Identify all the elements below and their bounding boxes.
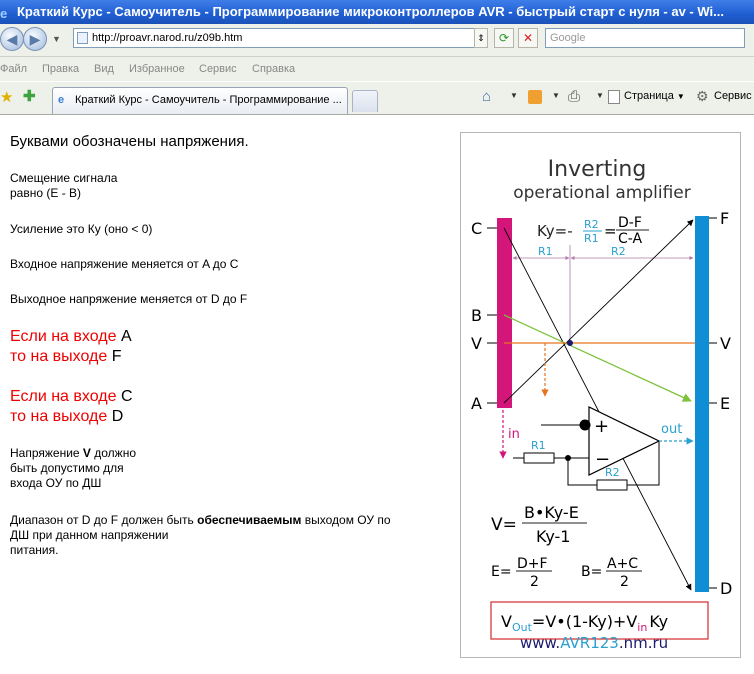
address-input[interactable] — [73, 28, 486, 48]
input-range-text: Входное напряжение меняется от A до C — [10, 257, 239, 271]
page-heading: Буквами обозначены напряжения. — [10, 133, 249, 150]
menu-favorites[interactable]: Избранное — [129, 63, 185, 75]
ky-r1: R1 — [584, 232, 599, 245]
tools-menu-button[interactable] — [714, 90, 752, 102]
menu-tools[interactable]: Сервис — [199, 63, 237, 75]
page-menu-button[interactable]: Страница ▼ — [624, 90, 685, 102]
site-a: www. — [520, 634, 561, 652]
address-url: http://proavr.narod.ru/z09b.htm — [92, 32, 243, 44]
figure-title: Inverting — [547, 157, 647, 182]
resistor-r1 — [524, 453, 554, 463]
line-b-to-e — [504, 315, 691, 401]
rule2-post: то на выходе — [10, 408, 112, 425]
rule1-line2 — [10, 347, 122, 367]
voltage-line1 — [10, 446, 136, 461]
favorites-star-icon[interactable]: ★ — [0, 89, 14, 106]
search-placeholder: Google — [550, 32, 586, 44]
rule1-post: то на выходе — [10, 348, 112, 365]
v-lhs: V= — [491, 515, 517, 535]
dim-r1-label: R1 — [538, 245, 553, 258]
gain-text: Усиление это Ку (оно < 0) — [10, 222, 153, 236]
line-c-to-d — [504, 228, 691, 590]
rule1-out: F — [111, 348, 122, 365]
tab-ie-icon: e — [58, 94, 65, 106]
out-label: out — [661, 422, 683, 437]
resistor-r2-label: R2 — [605, 466, 620, 479]
opamp-plus: + — [594, 416, 610, 437]
menu-bar — [0, 57, 754, 81]
range-a: Диапазон от D до F должен быть — [10, 513, 198, 527]
site-c: .nm.ru — [618, 634, 669, 652]
dim-r2-label: R2 — [611, 245, 626, 258]
page-menu-icon — [608, 90, 620, 104]
label-b: B — [471, 306, 482, 325]
opamp-diagram — [461, 133, 740, 657]
label-f: F — [720, 209, 730, 228]
menu-edit[interactable]: Правка — [42, 63, 80, 75]
offset-line1: Смещение сигнала — [10, 171, 118, 185]
menu-file[interactable]: Файл — [0, 63, 28, 75]
vout-mid: =V•(1-Ky)+V — [531, 612, 638, 631]
voltage-c: должно — [90, 446, 137, 460]
window-titlebar — [0, 0, 754, 24]
figure-subtitle: operational amplifier — [513, 183, 691, 203]
label-e: E — [720, 394, 731, 413]
print-icon[interactable]: ⎙ — [568, 88, 581, 105]
ky-r2: R2 — [584, 218, 599, 231]
rule1-line1 — [10, 327, 132, 347]
history-dropdown-icon[interactable]: ▼ — [52, 34, 61, 44]
tab-label: Краткий Курс - Самоучитель - Программирование ... — [75, 94, 342, 106]
label-d: D — [720, 579, 733, 598]
forward-button[interactable]: ▶ — [23, 27, 47, 51]
in-label: in — [508, 427, 520, 442]
rule1-pre: Если на входе — [10, 328, 121, 345]
print-dropdown-icon[interactable]: ▼ — [596, 91, 604, 100]
b-lhs: B= — [581, 564, 603, 580]
output-bar — [695, 216, 709, 592]
search-input[interactable] — [545, 28, 745, 48]
address-dropdown-button[interactable]: ⇕ — [474, 28, 488, 48]
new-tab-button[interactable] — [352, 90, 378, 112]
b-den: 2 — [620, 574, 629, 590]
ky-df: D-F — [618, 215, 642, 231]
voltage-a: Напряжение — [10, 446, 83, 460]
e-lhs: E= — [491, 564, 512, 580]
label-v-left: V — [471, 334, 482, 353]
intersection-point — [567, 340, 573, 346]
vout-v: V — [501, 612, 512, 631]
voltage-line3: входа ОУ по ДШ — [10, 476, 102, 490]
window-title: Краткий Курс - Самоучитель - Программирование микроконтроллеров AVR - быстрый старт с нуля - av - Wi... — [17, 4, 724, 19]
rule2-pre: Если на входе — [10, 388, 121, 405]
line-a-to-f — [504, 220, 693, 403]
ky-lhs: Ky=- — [537, 222, 573, 240]
rule2-out: D — [111, 408, 124, 425]
rule2-line2 — [10, 407, 123, 427]
range-line3: питания. — [10, 543, 59, 557]
input-bar — [497, 218, 512, 408]
label-a: A — [471, 394, 482, 413]
feeds-dropdown-icon[interactable]: ▼ — [552, 91, 560, 100]
page-content — [0, 115, 754, 674]
range-c: выходом ОУ по — [301, 513, 391, 527]
ky-eq: = — [604, 222, 617, 240]
tabs-bar — [0, 82, 754, 115]
rule1-letter: A — [120, 328, 132, 345]
home-dropdown-icon[interactable]: ▼ — [510, 91, 518, 100]
rule2-line1 — [10, 387, 133, 407]
address-toolbar — [0, 24, 754, 57]
feeds-icon[interactable] — [528, 90, 542, 104]
range-b: обеспечиваемым — [197, 513, 302, 527]
output-range-text: Выходное напряжение меняется от D до F — [10, 292, 248, 306]
resistor-r1-label: R1 — [531, 439, 546, 452]
plus-input-node — [580, 420, 591, 431]
page-menu-label: Страница — [624, 90, 674, 102]
offset-line2: равно (E - B) — [10, 186, 82, 200]
vout-end: Ky — [649, 612, 669, 631]
tools-menu-label: Сервис — [714, 90, 752, 102]
label-c: C — [471, 219, 483, 238]
opamp-minus: − — [595, 449, 611, 470]
menu-help[interactable]: Справка — [252, 63, 296, 75]
home-icon[interactable]: ⌂ — [482, 88, 492, 105]
stop-button[interactable]: ✕ — [518, 28, 538, 48]
refresh-button[interactable]: ⟳ — [494, 28, 514, 48]
menu-view[interactable]: Вид — [94, 63, 114, 75]
b-num: A+C — [607, 556, 639, 572]
range-line2: ДШ при данном напряжении — [10, 528, 169, 542]
resistor-r2 — [597, 480, 627, 490]
back-button[interactable]: ◀ — [0, 27, 24, 51]
voltage-line2: быть допустимо для — [10, 461, 124, 475]
opamp-figure — [460, 132, 741, 658]
v-num: B•Ky-E — [524, 503, 579, 522]
ie-icon: e — [0, 6, 8, 21]
e-den: 2 — [530, 574, 539, 590]
site-url — [520, 634, 668, 652]
range-line1 — [10, 513, 391, 528]
add-favorite-icon[interactable]: ✚ — [23, 88, 36, 105]
voltage-v: V — [82, 446, 91, 460]
rule2-letter: C — [120, 388, 133, 405]
e-num: D+F — [517, 556, 548, 572]
v-den: Ky-1 — [536, 527, 571, 546]
label-v-right: V — [720, 334, 731, 353]
tab-active[interactable] — [52, 87, 348, 114]
site-b: AVR123 — [560, 634, 619, 652]
vout-in: in — [637, 621, 648, 634]
ky-ca: C-A — [618, 231, 643, 247]
vout-sub: Out — [511, 621, 532, 634]
gear-icon[interactable]: ⚙ — [696, 88, 709, 104]
page-icon — [77, 32, 88, 44]
